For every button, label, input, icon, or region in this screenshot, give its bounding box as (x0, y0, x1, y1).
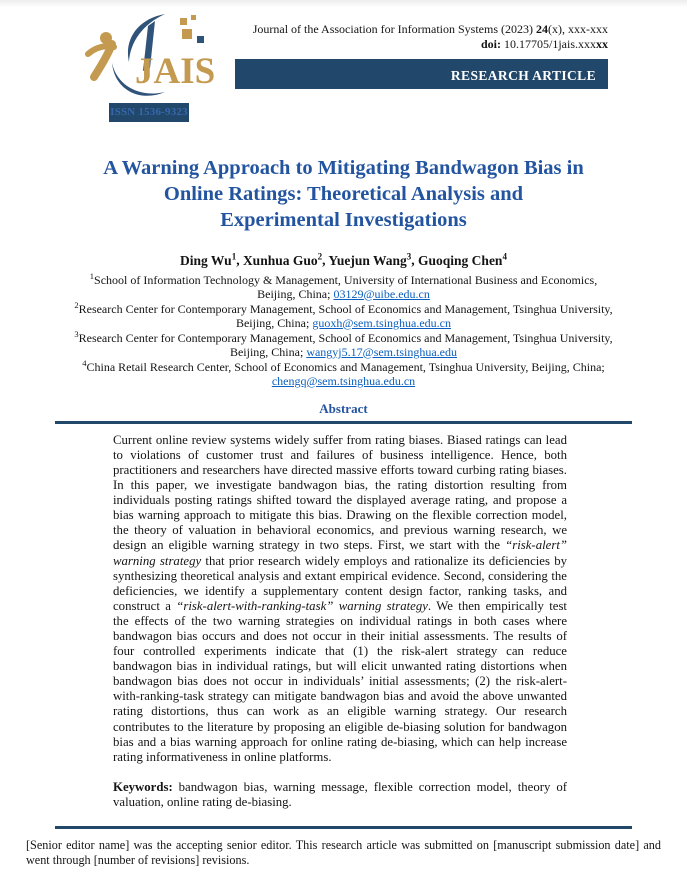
journal-citation-line (235, 22, 608, 37)
journal-issue-pages: (x), xxx-xxx (548, 22, 608, 36)
email-link[interactable]: guoxh@sem.tsinghua.edu.cn (312, 315, 452, 330)
email-link[interactable]: wangyj5.17@sem.tsinghua.edu (306, 344, 458, 359)
journal-name: Journal of the Association for Information Systems (2023) (252, 22, 536, 36)
doi-value: 10.17705/1jais.xxx (501, 36, 596, 51)
keywords-line (113, 780, 567, 810)
journal-volume: 24 (536, 22, 548, 36)
jais-logo (85, 13, 235, 122)
abstract-text (113, 433, 567, 765)
abstract-heading: Abstract (319, 400, 368, 416)
issn-badge (109, 103, 189, 122)
affiliation-line: $^2$Research Center for Contemporary Management, School of Economics and Management, Tsinghua University, Beijing, China; guoxh@sem.tsinghua.edu.cn (74, 299, 613, 330)
page-top-shade (0, 0, 687, 7)
email-link[interactable]: 03129@uibe.edu.cn (333, 286, 430, 301)
abstract-bottom-rule (55, 826, 632, 829)
header-right (235, 13, 608, 89)
keywords-label: Keywords: (113, 779, 173, 794)
title-line: Experimental Investigations (220, 209, 467, 231)
author-name: Ding Wu$^1$ (180, 251, 237, 268)
doi-line (235, 37, 608, 52)
author-name: Guoqing Chen$^4$ (418, 251, 507, 268)
abstract-top-rule (55, 421, 632, 424)
affiliations (0, 272, 687, 388)
email-link[interactable]: chengq@sem.tsinghua.edu.cn (271, 373, 416, 388)
issn-text: ISSN 1536-9323 (110, 106, 188, 118)
banner-label: RESEARCH ARTICLE (450, 67, 596, 83)
authors-line: Ding Wu$^1$, Xunhua Guo$^2$, Yuejun Wang$^3$, Guoqing Chen$^4$ (180, 251, 507, 268)
title-line: Online Ratings: Theoretical Analysis and (163, 183, 524, 205)
keywords-text: bandwagon bias, warning message, flexible correction model, theory of valuation, online rating de-biasing. (113, 779, 567, 809)
author-name: Yuejun Wang$^3$ (328, 251, 412, 268)
doi-value-bold: xx (596, 36, 608, 51)
affiliation-line: $^4$China Retail Research Center, School of Economics and Management, Tsinghua University, Beijing, China; chengq@sem.tsinghua.edu.cn (82, 357, 605, 388)
affiliation-line: $^3$Research Center for Contemporary Management, School of Economics and Management, Tsinghua University, Beijing, China; wangyj5.17@sem.tsinghua.edu (74, 328, 613, 359)
abstract-run-italic: “risk-alert” warning strategy (113, 538, 567, 568)
author-name: Xunhua Guo$^2$ (242, 251, 323, 268)
abstract-run: . We then empirically test the effects of the two warning strategies on individual ratings in both cases where bandwagon bias occurs and does not occur in their initial assessments. The results of four controlled experiments indicate that (1) the risk-alert strategy can reduce bandwagon bias in individual ratings, but will elicit unwanted rating distortions when bandwagon bias does not occur in individuals’ initial assessments; (2) the risk-alert-with-ranking-task strategy can mitigate bandwagon bias and avoid the above unwanted rating distortions, thus can work as an eligible warning strategy. Our research contributes to the literature by proposing an eligible de-biasing solution for bandwagon bias and a bias warning approach for online rating de-biasing, which can help increase rating informativeness in online platforms. (113, 598, 567, 764)
affiliation-line: $^1$School of Information Technology & Management, University of International Business and Economics, Beijing, China; 03129@uibe.edu.cn (89, 270, 598, 301)
masthead (0, 7, 687, 122)
logo-wordmark: JAIS (135, 51, 216, 92)
title-line: A Warning Approach to Mitigating Bandwagon Bias in (103, 157, 584, 179)
editor-footnote: [Senior editor name] was the accepting senior editor. This research article was submitted on [manuscript submission date] and went through [number of revisions] revisions. (26, 838, 661, 868)
abstract-run: that prior research widely employs and rationalize its deficiencies by synthesizing theoretical analysis and extant empirical evidence. Second, considering the deficiencies, we identify a supplementary content design factor, ranking tasks, and construct a (113, 553, 568, 613)
jais-logo-icon (85, 13, 235, 101)
abstract-run-italic: “risk-alert-with-ranking-task” warning strategy (176, 598, 428, 613)
research-article-banner (235, 59, 608, 89)
abstract-run: Current online review systems widely suffer from rating biases. Biased ratings can lead to violations of customer trust and failures of business intelligence. Hence, both practitioners and researchers have directed massive efforts toward curbing rating biases. In this paper, we investigate bandwagon bias, the rating distortion resulting from individuals posting ratings shifted toward the displayed average rating, and propose a bias warning approach to mitigate this bias. Drawing on the flexible correction model, the theory of valuation in behavioral economics, and previous warning research, we design an eligible warning strategy in two steps. First, we start with the (113, 432, 567, 553)
doi-label: doi: (480, 36, 501, 51)
paper-title (44, 155, 644, 233)
